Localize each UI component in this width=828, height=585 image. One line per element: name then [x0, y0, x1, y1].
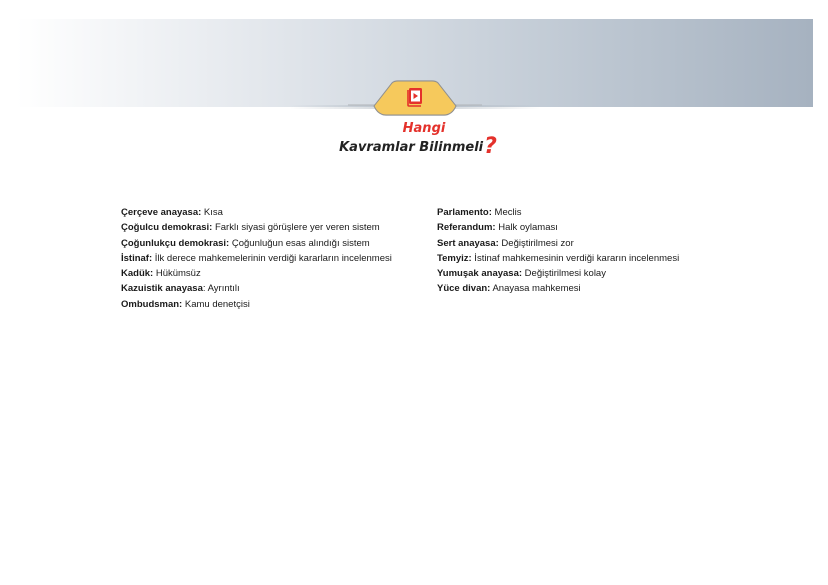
- glossary-item: [121, 297, 426, 312]
- glossary-definition: Değiştirilmesi zor: [498, 237, 574, 249]
- glossary-term: Yüce divan:: [437, 283, 491, 295]
- glossary-item: [437, 205, 727, 220]
- glossary-item: [121, 266, 426, 281]
- glossary-definition: Halk oylaması: [495, 222, 558, 234]
- glossary-item: [437, 236, 727, 251]
- glossary-term: İstinaf:: [121, 252, 153, 264]
- glossary-term: Yumuşak anayasa:: [437, 268, 523, 280]
- question-mark: ?: [484, 134, 497, 159]
- glossary-term: Çerçeve anayasa:: [121, 207, 202, 218]
- glossary-definition: Anayasa mahkemesi: [490, 283, 581, 295]
- glossary-item: [437, 281, 727, 296]
- glossary-term: Temyiz:: [437, 252, 472, 264]
- glossary-definition: Değiştirilmesi kolay: [522, 268, 606, 280]
- glossary-term: Referandum:: [437, 222, 496, 234]
- glossary-definition: : Ayrıntılı: [202, 283, 240, 295]
- glossary-item: [121, 236, 426, 251]
- glossary-definition: Kamu denetçisi: [182, 298, 250, 310]
- glossary-term: Çoğulcu demokrasi:: [121, 222, 213, 234]
- glossary-left-column: [121, 205, 426, 312]
- glossary-item: [437, 220, 727, 235]
- book-play-icon: [404, 87, 426, 107]
- glossary-item: [437, 251, 727, 266]
- glossary-definition: Farklı siyasi görüşlere yer veren sistem: [212, 222, 380, 234]
- glossary-definition: Hükümsüz: [153, 268, 201, 280]
- title-line-2: Kavramlar Bilinmeli: [339, 140, 484, 155]
- glossary-item: [121, 251, 426, 266]
- glossary-term: Ombudsman:: [121, 298, 183, 310]
- glossary-item: [121, 281, 426, 296]
- glossary-term: Kazuistik anayasa: [121, 283, 203, 295]
- glossary-item: [121, 205, 426, 220]
- glossary-term: Kadük:: [121, 268, 154, 280]
- glossary-definition: Kısa: [201, 207, 223, 218]
- title-line-2-wrap: [306, 134, 530, 159]
- glossary-right-column: [437, 205, 727, 297]
- glossary-definition: İlk derece mahkemelerinin verdiği kararların incelenmesi: [152, 252, 392, 264]
- glossary-term: Sert anayasa:: [437, 237, 499, 249]
- glossary-term: Çoğunlukçu demokrasi:: [121, 237, 230, 249]
- glossary-definition: Meclis: [491, 207, 522, 218]
- glossary-item: [121, 220, 426, 235]
- glossary-item: [437, 266, 727, 281]
- section-title: [300, 121, 530, 159]
- glossary-definition: Çoğunluğun esas alındığı sistem: [229, 237, 370, 249]
- title-line-1: Hangi: [402, 121, 446, 136]
- glossary-term: Parlamento:: [437, 207, 492, 218]
- glossary-definition: İstinaf mahkemesinin verdiği kararın incelenmesi: [471, 252, 680, 264]
